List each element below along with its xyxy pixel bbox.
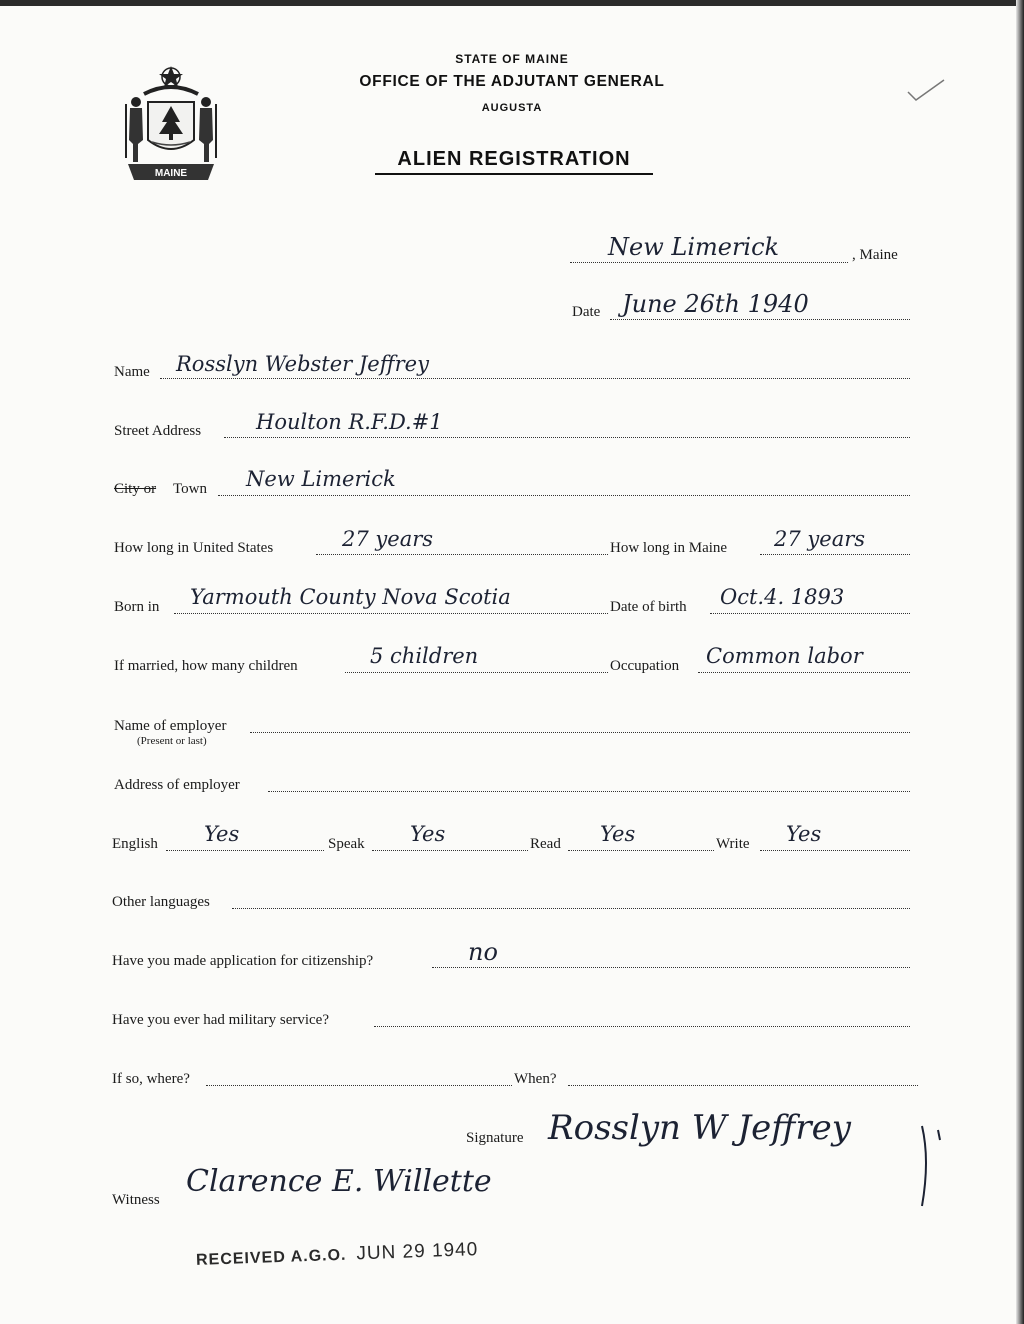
occupation-value[interactable]: Common labor (706, 644, 863, 668)
received-stamp (196, 1239, 479, 1271)
born-in-line (174, 613, 608, 614)
header-city: AUGUSTA (481, 102, 543, 114)
how-long-us-line (316, 554, 608, 555)
stamp-received-text: RECEIVED A.G.O. (195, 1246, 347, 1269)
children-value[interactable]: 5 children (370, 644, 479, 668)
how-long-us-value[interactable]: 27 years (342, 527, 434, 551)
street-line (224, 437, 910, 438)
write-line (760, 850, 910, 851)
witness-value[interactable]: Clarence E. Willette (186, 1164, 492, 1199)
speak-line (372, 850, 528, 851)
town-value[interactable]: New Limerick (246, 467, 396, 491)
header-state: STATE OF MAINE (455, 52, 569, 66)
name-line (160, 378, 910, 379)
occupation-label: Occupation (610, 658, 680, 674)
children-label: If married, how many children (114, 658, 298, 674)
date-line (610, 319, 910, 320)
date-value[interactable]: June 26th 1940 (622, 290, 809, 318)
children-line (345, 672, 608, 673)
how-long-maine-label: How long in Maine (610, 540, 728, 556)
place-suffix: , Maine (852, 247, 898, 263)
citizenship-value[interactable]: no (468, 938, 498, 966)
town-label: Town (173, 481, 207, 497)
citizenship-label: Have you made application for citizenship? (112, 953, 374, 969)
write-label: Write (716, 836, 750, 852)
english-value[interactable]: Yes (204, 822, 240, 846)
dob-value[interactable]: Oct.4. 1893 (720, 585, 845, 609)
citizenship-line (432, 967, 910, 968)
born-in-value[interactable]: Yarmouth County Nova Scotia (190, 585, 511, 609)
street-value[interactable]: Houlton R.F.D.#1 (256, 410, 443, 434)
english-label: English (112, 836, 158, 852)
name-label: Name (114, 364, 150, 380)
place-value[interactable]: New Limerick (608, 233, 780, 261)
employer-address-line[interactable] (268, 791, 910, 792)
dob-line (710, 613, 910, 614)
city-label-struck: City or (114, 481, 157, 497)
form-title: ALIEN REGISTRATION (375, 148, 653, 175)
seal-banner-text: MAINE (154, 168, 188, 179)
header-office: OFFICE OF THE ADJUTANT GENERAL (359, 73, 665, 90)
signature-value[interactable]: Rosslyn W Jeffrey (548, 1108, 851, 1148)
military-line[interactable] (374, 1026, 910, 1027)
read-label: Read (530, 836, 561, 852)
read-value[interactable]: Yes (600, 822, 636, 846)
military-label: Have you ever had military service? (112, 1012, 329, 1028)
occupation-line (698, 672, 910, 673)
read-line (568, 850, 714, 851)
speak-value[interactable]: Yes (410, 822, 446, 846)
signature-flourish (914, 1120, 944, 1210)
name-value[interactable]: Rosslyn Webster Jeffrey (176, 352, 429, 376)
how-long-maine-value[interactable]: 27 years (774, 527, 866, 551)
other-languages-label: Other languages (112, 894, 210, 910)
other-languages-line[interactable] (232, 908, 910, 909)
date-label: Date (572, 304, 601, 320)
signature-label: Signature (466, 1130, 524, 1146)
employer-address-label: Address of employer (114, 777, 240, 793)
when-line[interactable] (568, 1085, 918, 1086)
employer-sublabel: (Present or last) (137, 735, 207, 747)
when-label: When? (514, 1071, 557, 1087)
born-in-label: Born in (114, 599, 160, 615)
write-value[interactable]: Yes (786, 822, 822, 846)
dob-label: Date of birth (610, 599, 687, 615)
town-line (218, 495, 910, 496)
english-line (166, 850, 324, 851)
place-line (570, 262, 848, 263)
employer-label: Name of employer (114, 718, 227, 734)
how-long-maine-line (760, 554, 910, 555)
witness-label: Witness (112, 1192, 160, 1208)
street-label: Street Address (114, 423, 202, 439)
stamp-date: JUN 29 1940 (356, 1239, 479, 1265)
how-long-us-label: How long in United States (114, 540, 274, 556)
where-line[interactable] (206, 1085, 512, 1086)
speak-label: Speak (328, 836, 365, 852)
employer-line[interactable] (250, 732, 910, 733)
where-label: If so, where? (112, 1071, 190, 1087)
